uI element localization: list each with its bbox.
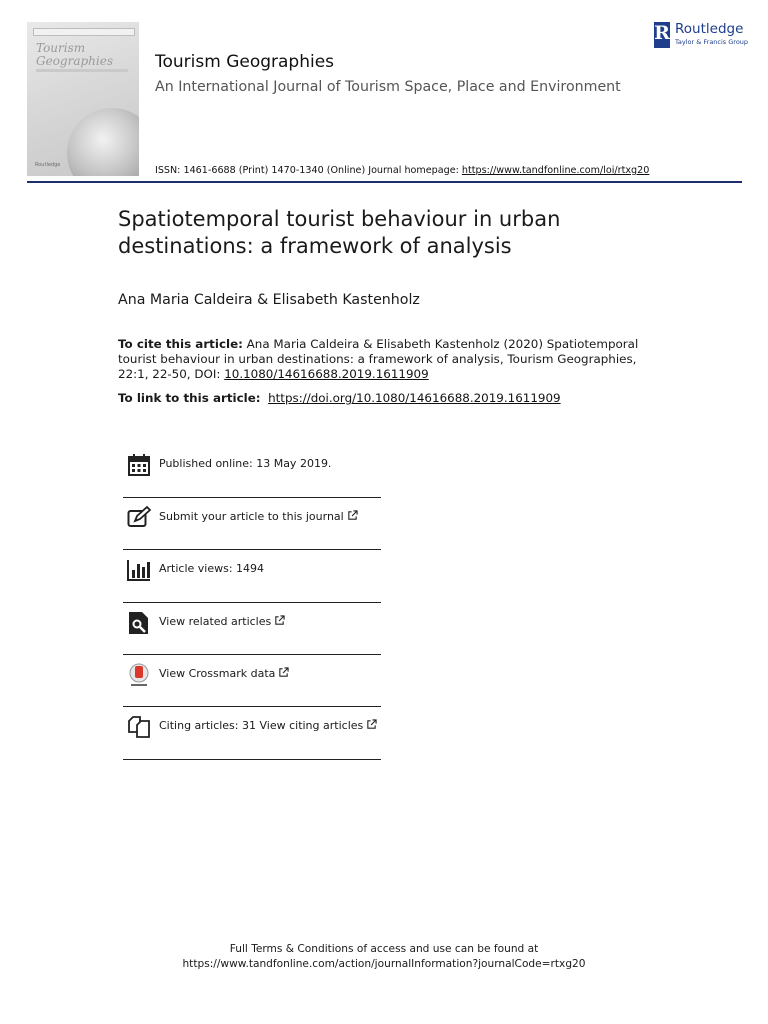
cover-subtitle-bar <box>36 69 128 72</box>
submit-article-text: Submit your article to this journal <box>159 510 344 523</box>
crossmark-link[interactable] <box>159 667 289 680</box>
submit-article-row[interactable] <box>123 498 381 550</box>
citing-articles-icon <box>127 715 151 739</box>
cite-label: To cite this article: <box>118 337 243 351</box>
cite-text: Ana Maria Caldeira & Elisabeth Kastenholz (2020) Spatiotemporal tourist behaviour in urban destinations: a framework of analysis, Tourism Geographies, 22:1, 22-50, DOI: <box>118 337 639 381</box>
article-views-row <box>123 550 381 603</box>
routledge-r-icon: R <box>654 22 670 48</box>
crossmark-text: View Crossmark data <box>159 667 276 680</box>
article-title: Spatiotemporal tourist behaviour in urban destinations: a framework of analysis <box>118 207 561 258</box>
article-views-text: Article views: 1494 <box>159 562 265 575</box>
article-link-line <box>118 391 561 405</box>
cover-title-line2: Geographies <box>36 54 113 68</box>
published-online-row <box>123 445 381 498</box>
link-label: To link to this article: <box>118 391 261 405</box>
journal-homepage-link[interactable]: https://www.tandfonline.com/loi/rtxg20 <box>461 165 650 176</box>
citing-articles-link[interactable] <box>159 719 377 732</box>
doi-link[interactable]: 10.1080/14616688.2019.1611909 <box>224 367 429 381</box>
crossmark-icon <box>127 663 151 687</box>
citation-block <box>118 337 648 382</box>
publisher-name: Routledge <box>675 21 744 37</box>
submit-article-link[interactable] <box>159 510 358 523</box>
article-info-list <box>123 445 381 760</box>
bar-chart-icon <box>127 558 151 582</box>
issn-line <box>155 165 649 176</box>
cover-title <box>36 42 113 68</box>
article-authors: Ana Maria Caldeira & Elisabeth Kastenholz <box>118 292 420 308</box>
external-link-icon <box>347 510 358 521</box>
citing-articles-row[interactable] <box>123 707 381 760</box>
search-document-icon <box>127 611 151 635</box>
journal-subtitle: An International Journal of Tourism Space, Place and Environment <box>155 79 621 95</box>
cover-globe-graphic <box>67 108 139 176</box>
journal-title: Tourism Geographies <box>155 52 335 72</box>
terms-text: Full Terms & Conditions of access and use can be found at <box>229 943 539 955</box>
terms-footer <box>0 942 768 972</box>
issn-text: ISSN: 1461-6688 (Print) 1470-1340 (Online) Journal homepage: <box>155 165 462 176</box>
related-articles-text: View related articles <box>159 615 272 628</box>
article-url-link[interactable]: https://doi.org/10.1080/14616688.2019.1611909 <box>268 391 561 405</box>
related-articles-row[interactable] <box>123 603 381 655</box>
header-divider <box>27 181 742 183</box>
external-link-icon <box>278 667 289 678</box>
calendar-icon <box>127 453 151 477</box>
cover-title-line1: Tourism <box>36 41 86 55</box>
terms-url[interactable]: https://www.tandfonline.com/action/journalInformation?journalCode=rtxg20 <box>182 958 586 970</box>
edit-icon <box>127 506 151 530</box>
external-link-icon <box>366 719 377 730</box>
published-online-text: Published online: 13 May 2019. <box>159 457 332 470</box>
related-articles-link[interactable] <box>159 615 285 628</box>
citing-articles-text: Citing articles: 31 View citing articles <box>159 719 364 732</box>
cover-publisher-mark: Routledge <box>35 162 61 168</box>
publisher-group: Taylor & Francis Group <box>675 38 749 46</box>
crossmark-row[interactable] <box>123 655 381 707</box>
external-link-icon <box>274 615 285 626</box>
cover-header-bar <box>33 28 135 36</box>
journal-cover-image <box>27 22 139 176</box>
